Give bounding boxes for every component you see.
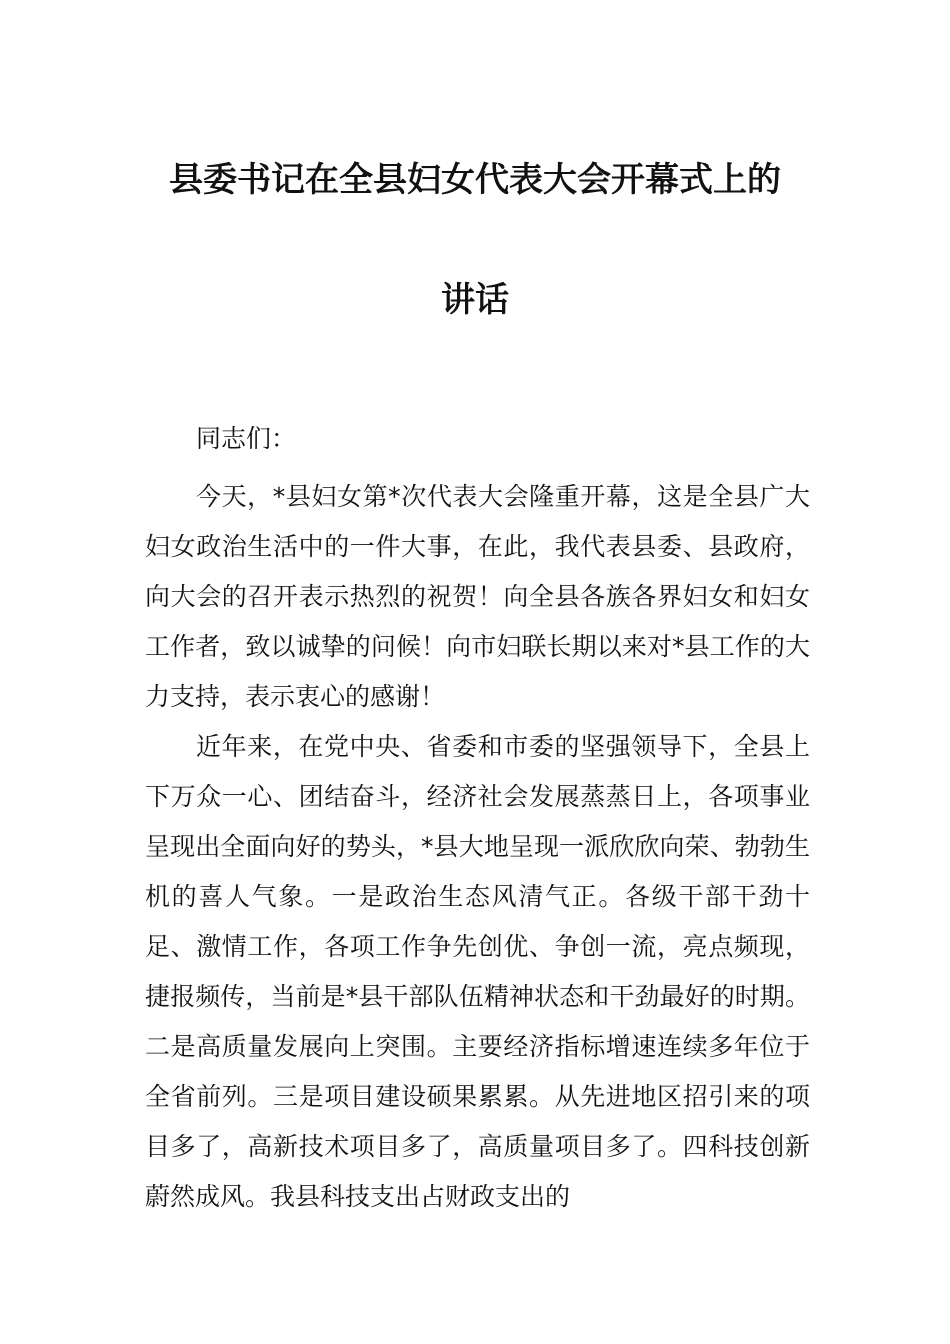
salutation: 同志们：	[196, 424, 297, 453]
document-title-line-1: 县委书记在全县妇女代表大会开幕式上的	[169, 160, 781, 200]
paragraph-1: 今天，*县妇女第*次代表大会隆重开幕，这是全县广大妇女政治生活中的一件大事，在此，我代表县委、县政府，向大会的召开表示热烈的祝贺！向全县各族各界妇女和妇女工作者，致以诚挚的问候！向市妇联长期以来对*县工作的大力支持，表示衷心的感谢！	[145, 482, 810, 711]
paragraph-2: 近年来，在党中央、省委和市委的坚强领导下，全县上下万众一心、团结奋斗，经济社会发展蒸蒸日上，各项事业呈现出全面向好的势头，*县大地呈现一派欣欣向荣、勃勃生机的喜人气象。一是政治生态风清气正。各级干部干劲十足、激情工作，各项工作争先创优、争创一流，亮点频现，捷报频传，当前是*县干部队伍精神状态和干劲最好的时期。二是高质量发展向上突围。主要经济指标增速连续多年位于全省前列。三是项目建设硕果累累。从先进地区招引来的项目多了，高新技术项目多了，高质量项目多了。四科技创新蔚然成风。我县科技支出占财政支出的	[145, 732, 810, 1211]
document-title-line-2: 讲话	[441, 280, 509, 320]
document-body	[145, 472, 810, 1222]
